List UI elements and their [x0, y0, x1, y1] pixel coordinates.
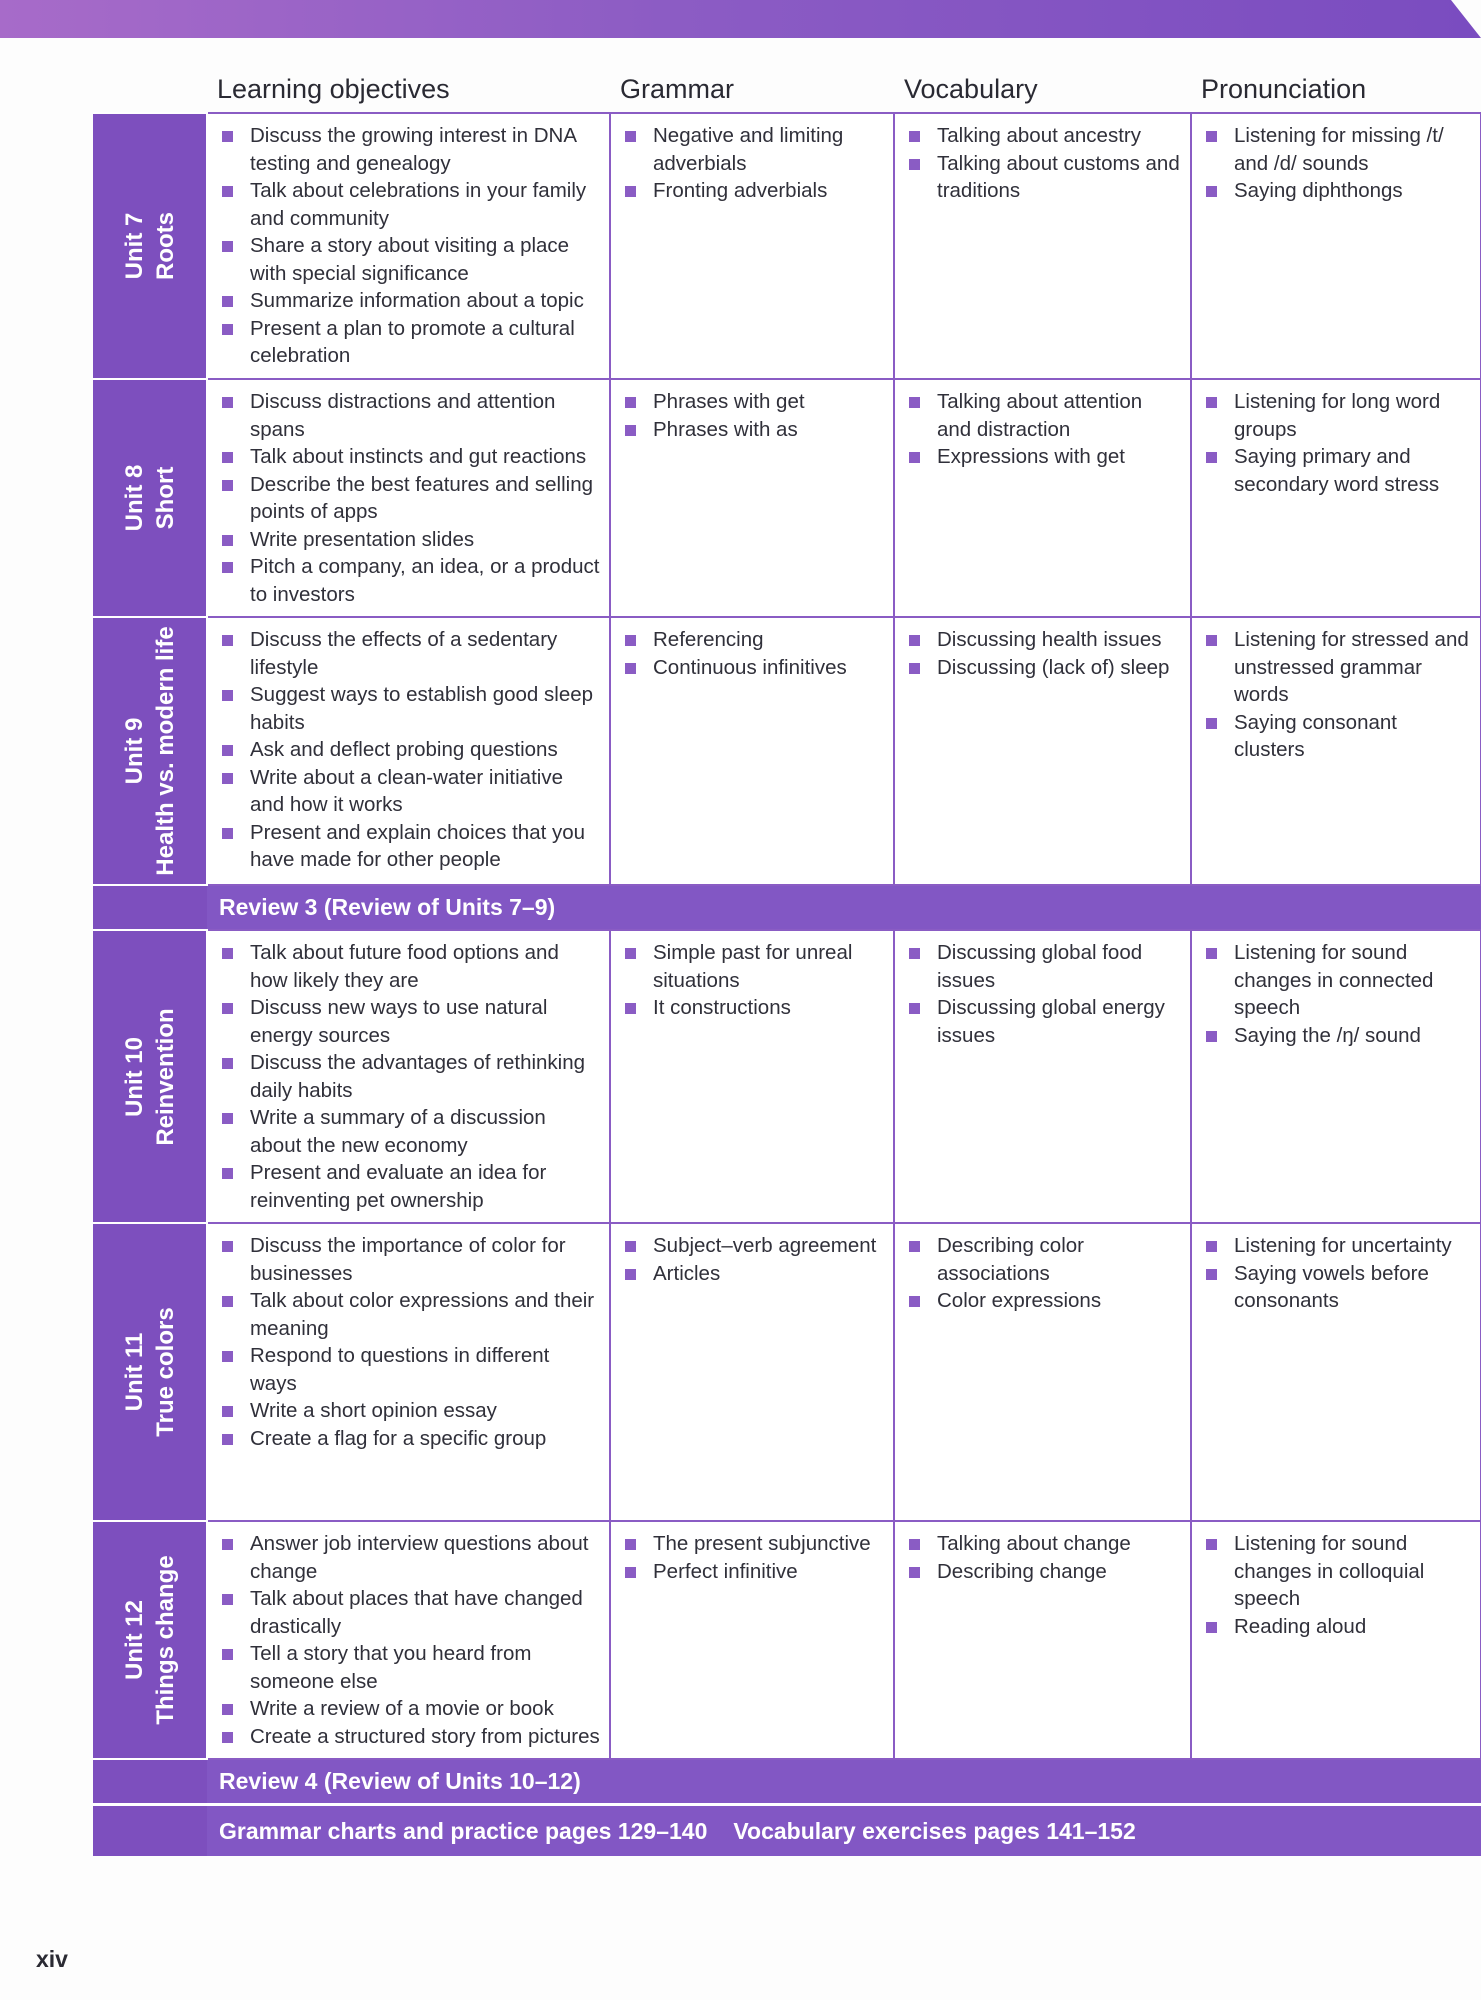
unit-number: Unit 11 — [120, 1332, 148, 1412]
list-item: Describing change — [905, 1558, 1182, 1586]
list-item: Answer job interview questions about change — [218, 1530, 601, 1585]
list-item: Simple past for unreal situations — [621, 939, 885, 994]
unit-number: Unit 7 — [120, 212, 148, 280]
unit-row-12 — [93, 1521, 1481, 1759]
footer-cell — [207, 1805, 1481, 1857]
list-item: Saying diphthongs — [1202, 177, 1472, 205]
list-item: Talking about attention and distraction — [905, 388, 1182, 443]
list-item: Listening for missing /t/ and /d/ sounds — [1202, 122, 1472, 177]
list-item: Ask and deflect probing questions — [218, 736, 601, 764]
list-item: Discuss distractions and attention spans — [218, 388, 601, 443]
vocabulary-cell — [894, 1223, 1191, 1521]
list-item: Write a short opinion essay — [218, 1397, 601, 1425]
list-item: Fronting adverbials — [621, 177, 885, 205]
unit-label-cell — [93, 113, 207, 379]
review-4-label: Review 4 (Review of Units 10–12) — [207, 1759, 1481, 1805]
list-item: Continuous infinitives — [621, 654, 885, 682]
list-item: Expressions with get — [905, 443, 1182, 471]
vocabulary-cell — [894, 930, 1191, 1223]
list-item: Saying the /ŋ/ sound — [1202, 1022, 1472, 1050]
list-item: Color expressions — [905, 1287, 1182, 1315]
list-item: Share a story about visiting a place with special significance — [218, 232, 601, 287]
unit-title: Roots — [151, 212, 179, 280]
list-item: Respond to questions in different ways — [218, 1342, 601, 1397]
page-number: xiv — [36, 1946, 68, 1972]
contents-table — [93, 62, 1481, 1856]
learning-objectives-cell — [207, 113, 610, 379]
header-pronunciation: Pronunciation — [1201, 73, 1367, 104]
unit-label-cell — [93, 930, 207, 1223]
vocabulary-exercises-link: Vocabulary exercises pages 141–152 — [733, 1817, 1136, 1844]
list-item: Present and explain choices that you have made for other people — [218, 819, 601, 874]
vocabulary-cell — [894, 1521, 1191, 1759]
header-blank — [93, 62, 207, 113]
review-side-cell — [93, 885, 207, 930]
grammar-cell — [610, 617, 894, 885]
unit-label-cell — [93, 617, 207, 885]
list-item: Tell a story that you heard from someone else — [218, 1640, 601, 1695]
unit-title: Short — [151, 466, 179, 530]
list-item: Summarize information about a topic — [218, 287, 601, 315]
list-item: Create a flag for a specific group — [218, 1425, 601, 1453]
list-item: Articles — [621, 1260, 885, 1288]
grammar-cell — [610, 1521, 894, 1759]
list-item: Perfect infinitive — [621, 1558, 885, 1586]
unit-row-7 — [93, 113, 1481, 379]
grammar-cell — [610, 379, 894, 617]
list-item: Write a summary of a discussion about the new economy — [218, 1104, 601, 1159]
list-item: Saying vowels before consonants — [1202, 1260, 1472, 1315]
unit-label-cell — [93, 379, 207, 617]
learning-objectives-cell — [207, 930, 610, 1223]
list-item: Reading aloud — [1202, 1613, 1472, 1641]
pronunciation-cell — [1191, 930, 1481, 1223]
list-item: Pitch a company, an idea, or a product to investors — [218, 553, 601, 608]
list-item: Listening for sound changes in connected speech — [1202, 939, 1472, 1022]
header-row — [93, 62, 1481, 113]
unit-row-10 — [93, 930, 1481, 1223]
grammar-cell — [610, 1223, 894, 1521]
list-item: Write a review of a movie or book — [218, 1695, 601, 1723]
list-item: Write presentation slides — [218, 526, 601, 554]
unit-label-cell — [93, 1521, 207, 1759]
list-item: Discussing (lack of) sleep — [905, 654, 1182, 682]
list-item: Referencing — [621, 626, 885, 654]
footer-side-cell — [93, 1805, 207, 1857]
table-body — [93, 113, 1481, 1856]
list-item: Listening for uncertainty — [1202, 1232, 1472, 1260]
list-item: Present and evaluate an idea for reinventing pet ownership — [218, 1159, 601, 1214]
footer-row — [93, 1805, 1481, 1857]
unit-row-9 — [93, 617, 1481, 885]
pronunciation-cell — [1191, 379, 1481, 617]
grammar-charts-link: Grammar charts and practice pages 129–140 — [219, 1817, 708, 1844]
review-row-4 — [93, 1759, 1481, 1805]
pronunciation-cell — [1191, 1521, 1481, 1759]
list-item: Phrases with get — [621, 388, 885, 416]
list-item: Discuss the advantages of rethinking daily habits — [218, 1049, 601, 1104]
list-item: Describing color associations — [905, 1232, 1182, 1287]
unit-label — [118, 212, 180, 280]
list-item: Talking about change — [905, 1530, 1182, 1558]
vocabulary-cell — [894, 113, 1191, 379]
list-item: Discuss the effects of a sedentary lifestyle — [218, 626, 601, 681]
list-item: Talk about places that have changed drastically — [218, 1585, 601, 1640]
header-grammar: Grammar — [620, 73, 734, 104]
list-item: Subject–verb agreement — [621, 1232, 885, 1260]
list-item: Present a plan to promote a cultural celebration — [218, 315, 601, 370]
unit-label-cell — [93, 1223, 207, 1521]
learning-objectives-cell — [207, 379, 610, 617]
unit-label — [118, 1008, 180, 1145]
list-item: Write about a clean-water initiative and how it works — [218, 764, 601, 819]
learning-objectives-cell — [207, 617, 610, 885]
unit-title: Reinvention — [151, 1007, 179, 1146]
list-item: Suggest ways to establish good sleep habits — [218, 681, 601, 736]
list-item: Listening for long word groups — [1202, 388, 1472, 443]
review-side-cell — [93, 1759, 207, 1805]
list-item: Discuss new ways to use natural energy sources — [218, 994, 601, 1049]
learning-objectives-cell — [207, 1521, 610, 1759]
vocabulary-cell — [894, 617, 1191, 885]
pronunciation-cell — [1191, 617, 1481, 885]
list-item: Listening for sound changes in colloquial speech — [1202, 1530, 1472, 1613]
list-item: Saying primary and secondary word stress — [1202, 443, 1472, 498]
review-3-label: Review 3 (Review of Units 7–9) — [207, 885, 1481, 930]
unit-title: Things change — [151, 1555, 179, 1725]
header-learning-objectives: Learning objectives — [217, 73, 450, 104]
unit-number: Unit 12 — [120, 1599, 148, 1681]
list-item: Phrases with as — [621, 416, 885, 444]
list-item: Talk about color expressions and their meaning — [218, 1287, 601, 1342]
list-item: Discuss the growing interest in DNA testing and genealogy — [218, 122, 601, 177]
learning-objectives-cell — [207, 1223, 610, 1521]
list-item: Saying consonant clusters — [1202, 709, 1472, 764]
list-item: It constructions — [621, 994, 885, 1022]
unit-label — [118, 626, 180, 875]
list-item: Describe the best features and selling points of apps — [218, 471, 601, 526]
pronunciation-cell — [1191, 113, 1481, 379]
unit-label — [118, 1555, 180, 1724]
unit-label — [118, 465, 180, 532]
list-item: Negative and limiting adverbials — [621, 122, 885, 177]
list-item: Talking about customs and traditions — [905, 150, 1182, 205]
unit-number: Unit 9 — [120, 717, 148, 785]
list-item: Talking about ancestry — [905, 122, 1182, 150]
unit-title: Health vs. modern life — [151, 626, 179, 876]
review-row-3 — [93, 885, 1481, 930]
list-item: Discuss the importance of color for businesses — [218, 1232, 601, 1287]
unit-number: Unit 10 — [120, 1036, 148, 1117]
list-item: Talk about celebrations in your family and community — [218, 177, 601, 232]
unit-title: True colors — [151, 1307, 179, 1437]
list-item: Create a structured story from pictures — [218, 1723, 601, 1751]
unit-number: Unit 8 — [120, 464, 148, 532]
grammar-cell — [610, 930, 894, 1223]
list-item: The present subjunctive — [621, 1530, 885, 1558]
unit-label — [118, 1307, 180, 1436]
top-bar-corner — [1451, 0, 1481, 38]
pronunciation-cell — [1191, 1223, 1481, 1521]
list-item: Listening for stressed and unstressed grammar words — [1202, 626, 1472, 709]
header-vocabulary: Vocabulary — [904, 73, 1038, 104]
list-item: Discussing health issues — [905, 626, 1182, 654]
list-item: Talk about future food options and how likely they are — [218, 939, 601, 994]
grammar-cell — [610, 113, 894, 379]
list-item: Discussing global food issues — [905, 939, 1182, 994]
unit-row-11 — [93, 1223, 1481, 1521]
top-decorative-bar — [0, 0, 1481, 38]
list-item: Talk about instincts and gut reactions — [218, 443, 601, 471]
vocabulary-cell — [894, 379, 1191, 617]
unit-row-8 — [93, 379, 1481, 617]
list-item: Discussing global energy issues — [905, 994, 1182, 1049]
